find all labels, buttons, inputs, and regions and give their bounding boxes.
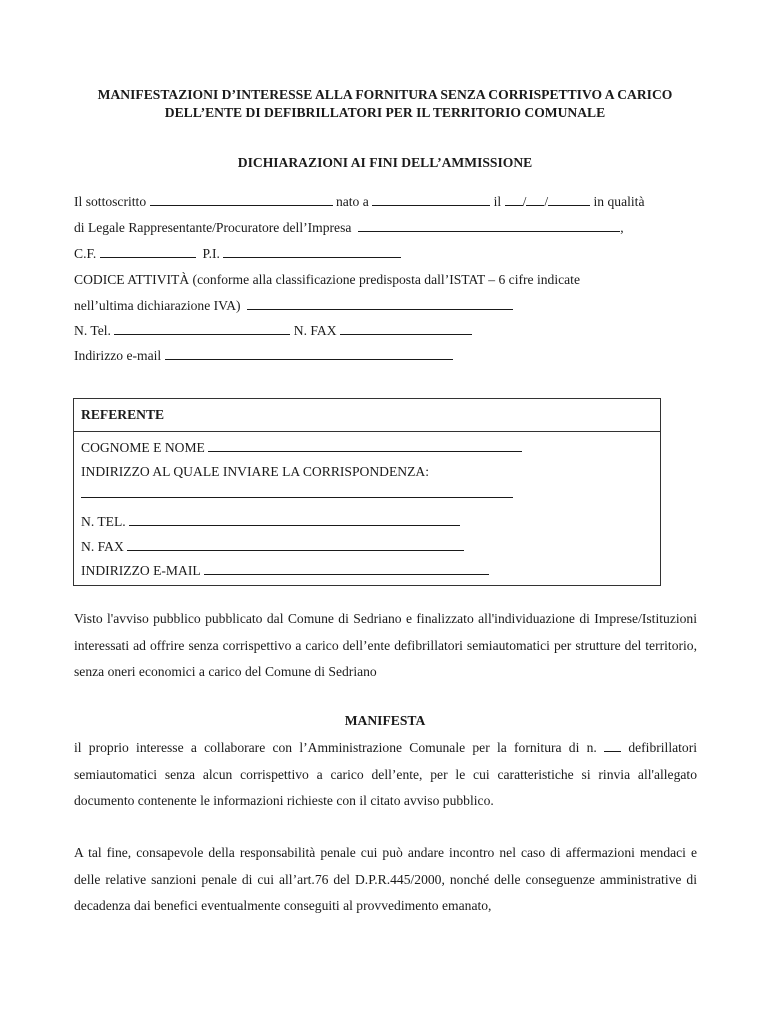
cf-pi-line (74, 245, 401, 263)
sottoscritto-field[interactable] (150, 193, 333, 206)
email-label: Indirizzo e-mail (74, 348, 162, 363)
pi-field[interactable] (223, 245, 401, 258)
codice-line-2 (74, 297, 513, 315)
date-separator: / (522, 194, 527, 209)
sottoscritto-label: Il sottoscritto (74, 194, 147, 209)
title-line-1: MANIFESTAZIONI D’INTERESSE ALLA FORNITURA SENZA CORRISPETTIVO A CARICO (97, 87, 673, 102)
cf-label: C.F. (74, 246, 97, 261)
tel-fax-line (74, 322, 472, 340)
date-day-field[interactable] (505, 193, 523, 206)
interesse-text-post: defibrillatori semiautomatici senza alcun corrispettivo a carico dell’ente, per le cui caratteristiche si rinvia all'allegato documento contenente le informazioni richieste con il citato avviso pubblico. (74, 740, 698, 808)
date-separator: / (544, 194, 549, 209)
referente-email-field[interactable] (204, 562, 489, 575)
manifesta-heading: MANIFESTA (344, 713, 426, 728)
referente-fax-label: N. FAX (81, 539, 124, 554)
document-subtitle: DICHIARAZIONI AI FINI DELL’AMMISSIONE (237, 155, 533, 170)
title-line-2: DELL’ENTE DI DEFIBRILLATORI PER IL TERRITORIO COMUNALE (164, 105, 606, 120)
referente-fax-line (81, 538, 464, 556)
fine-paragraph: A tal fine, consapevole della responsabilità penale cui può andare incontro nel caso di affermazioni mendaci e delle relative sanzioni penale di cui all’art.76 del D.P.R.445/2000, nonché delle conseguenze amministrative di decadenza dai benefici eventualmente conseguiti al provvedimento emanato, (74, 845, 697, 913)
comma: , (620, 220, 624, 235)
pi-label: P.I. (202, 246, 220, 261)
referente-nome-line (81, 439, 522, 457)
codice-line-1: CODICE ATTIVITÀ (conforme alla classificazione predisposta dall’ISTAT – 6 cifre indicate (74, 272, 580, 287)
referente-email-label: INDIRIZZO E-MAIL (81, 563, 201, 578)
referente-tel-field[interactable] (129, 513, 460, 526)
tel-field[interactable] (114, 322, 290, 335)
codice-label: nell’ultima dichiarazione IVA) (74, 298, 241, 313)
date-month-field[interactable] (526, 193, 544, 206)
referente-email-line (81, 562, 489, 580)
codice-field[interactable] (247, 297, 513, 310)
nato-label: nato a (335, 194, 369, 209)
il-label: il (493, 194, 502, 209)
referente-indirizzo-line (81, 485, 513, 503)
referente-indirizzo-label: INDIRIZZO AL QUALE INVIARE LA CORRISPONDENZA: (81, 464, 430, 479)
quantita-field[interactable] (604, 739, 621, 752)
fax-label: N. FAX (293, 323, 337, 338)
email-line (74, 347, 453, 365)
referente-tel-label: N. TEL. (81, 514, 126, 529)
interesse-paragraph (74, 735, 697, 815)
referente-fax-field[interactable] (127, 538, 464, 551)
document-title (60, 86, 710, 122)
visto-paragraph: Visto l'avviso pubblico pubblicato dal Comune di Sedriano e finalizzato all'individuazione di Imprese/Istituzioni interessati ad offrire senza corrispettivo a carico dell’ente defibrillatori semiautomatici per strutture del territorio, senza oneri economici a carico del Comune di Sedriano (74, 611, 697, 679)
cf-field[interactable] (100, 245, 196, 258)
tel-label: N. Tel. (74, 323, 111, 338)
impresa-field[interactable] (358, 219, 620, 232)
date-year-field[interactable] (548, 193, 590, 206)
referente-tel-line (81, 513, 460, 531)
interesse-text-pre: il proprio interesse a collaborare con l’Amministrazione Comunale per la fornitura di n. (74, 740, 597, 755)
referente-nome-field[interactable] (208, 439, 522, 452)
legale-label: di Legale Rappresentante/Procuratore dell’Impresa (74, 220, 352, 235)
nato-field[interactable] (372, 193, 490, 206)
referente-heading: REFERENTE (74, 399, 660, 432)
sottoscritto-line (74, 193, 645, 211)
email-field[interactable] (165, 347, 453, 360)
referente-indirizzo-field[interactable] (81, 485, 513, 498)
fax-field[interactable] (340, 322, 472, 335)
referente-nome-label: COGNOME E NOME (81, 440, 205, 455)
legale-line (74, 219, 624, 237)
referente-box (73, 398, 661, 586)
qualita-label: in qualità (593, 194, 645, 209)
